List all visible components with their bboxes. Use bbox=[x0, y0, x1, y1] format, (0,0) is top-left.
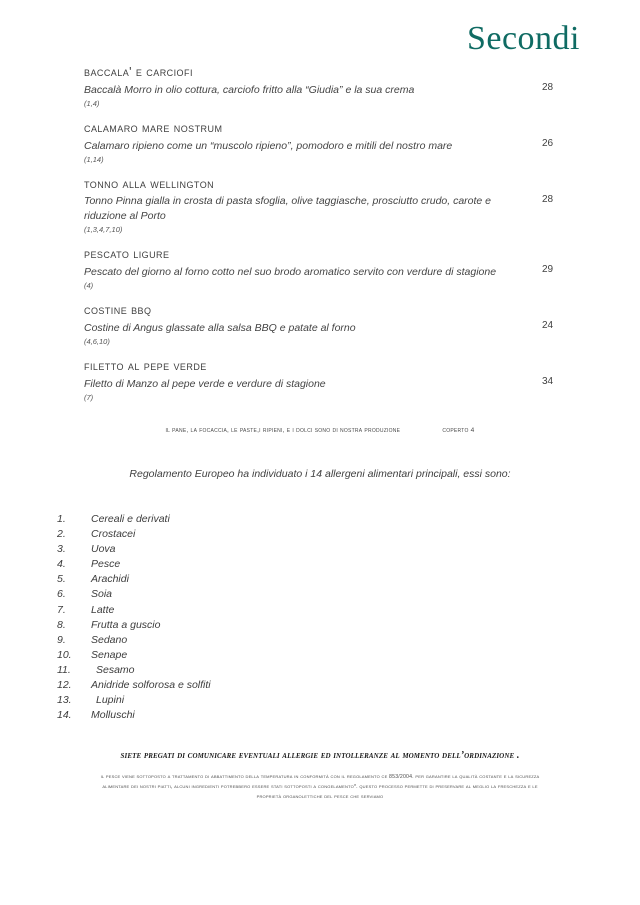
allergen-list bbox=[57, 512, 357, 723]
dish-item bbox=[84, 120, 582, 164]
allergen-label: Molluschi bbox=[91, 709, 135, 722]
dish-allergen-codes: (4,6,10) bbox=[84, 336, 110, 346]
allergen-label: Cereali e derivati bbox=[91, 513, 170, 525]
dish-name: tonno alla wellington bbox=[84, 176, 215, 191]
dish-item bbox=[84, 246, 582, 290]
dish-item bbox=[84, 358, 582, 402]
dish-price: 29 bbox=[542, 264, 554, 276]
allergen-label: Uova bbox=[91, 543, 116, 556]
dish-item bbox=[84, 176, 582, 235]
coperto-charge: coperto 4 bbox=[442, 427, 475, 434]
list-item bbox=[57, 648, 357, 663]
dish-price: 28 bbox=[542, 82, 554, 93]
page-title: Secondi bbox=[466, 20, 580, 57]
dish-allergen-codes: (1,3,4,7,10) bbox=[84, 225, 123, 235]
allergen-number: 10. bbox=[57, 648, 72, 661]
dish-description: Calamaro ripieno come un “muscolo ripieno”, pomodoro e mitili del nostro mare bbox=[84, 139, 453, 152]
allergen-number: 6. bbox=[57, 588, 66, 601]
list-item bbox=[57, 603, 357, 618]
list-item bbox=[57, 663, 357, 678]
allergy-warning: siete pregati di comunicare eventuali allergie ed intolleranze al momento dell’ordinazione . bbox=[120, 750, 520, 761]
dish-description: Tonno Pinna gialla in crosta di pasta sfoglia, olive taggiasche, prosciutto crudo, carote e riduzione al Porto bbox=[84, 195, 492, 223]
allergen-number: 7. bbox=[57, 603, 66, 616]
dish-description: Pescato del giorno al forno cotto nel suo brodo aromatico servito con verdure di stagione bbox=[84, 266, 497, 279]
allergen-number: 5. bbox=[57, 573, 66, 586]
allergen-number: 2. bbox=[57, 528, 66, 541]
allergen-label: Lupini bbox=[96, 694, 125, 707]
list-item bbox=[57, 633, 357, 648]
fine-print bbox=[60, 772, 580, 802]
dish-name: baccala' e carciofi bbox=[84, 65, 193, 79]
allergen-number: 13. bbox=[57, 694, 72, 707]
dish-content bbox=[84, 302, 516, 346]
menu-header bbox=[0, 22, 580, 56]
list-item bbox=[57, 572, 357, 587]
list-item bbox=[57, 542, 357, 557]
dish-content bbox=[84, 120, 516, 164]
allergen-label: Arachidi bbox=[91, 573, 129, 586]
dish-description: Costine di Angus glassate alla salsa BBQ e patate al forno bbox=[84, 321, 356, 334]
dish-allergen-codes: (4) bbox=[84, 281, 94, 291]
fine-print-line: il pesce viene sottoposto a trattamento di abbattimento della temperatura in conformità con il regolamento ce 853/2004. per garantire la qualità costante e la sicurezza bbox=[100, 774, 540, 780]
dish-content bbox=[84, 358, 516, 402]
dish-price: 34 bbox=[542, 375, 554, 387]
dish-list bbox=[84, 64, 582, 414]
dish-name: calamaro mare nostrum bbox=[84, 120, 223, 135]
dish-name: pescato ligure bbox=[84, 247, 170, 262]
dish-name: costine bbq bbox=[84, 303, 152, 318]
list-item bbox=[57, 557, 357, 572]
dish-item bbox=[84, 64, 582, 108]
allergen-number: 12. bbox=[57, 679, 72, 692]
list-item bbox=[57, 693, 357, 708]
allergen-label: Frutta a guscio bbox=[91, 618, 161, 631]
dish-item bbox=[84, 302, 582, 346]
allergen-intro-text: Regolamento Europeo ha individuato i 14 allergeni alimentari principali, essi sono: bbox=[129, 468, 511, 480]
allergen-number: 3. bbox=[57, 543, 66, 556]
dish-price: 24 bbox=[542, 320, 554, 332]
dish-price: 26 bbox=[542, 137, 554, 149]
list-item bbox=[57, 618, 357, 633]
allergen-number: 8. bbox=[57, 618, 66, 631]
allergen-label: Crostacei bbox=[91, 528, 136, 541]
allergen-label: Latte bbox=[91, 603, 115, 616]
list-item bbox=[57, 512, 357, 527]
allergen-label: Senape bbox=[91, 648, 128, 661]
dish-content bbox=[84, 64, 516, 108]
allergen-label: Sesamo bbox=[96, 663, 135, 676]
dish-description: Filetto di Manzo al pepe verde e verdure di stagione bbox=[84, 377, 326, 390]
dish-name: filetto al pepe verde bbox=[84, 358, 207, 373]
allergen-label: Soia bbox=[91, 588, 113, 601]
list-item bbox=[57, 708, 357, 723]
allergen-number: 11. bbox=[57, 663, 71, 676]
list-item bbox=[57, 527, 357, 542]
allergen-label: Anidride solforosa e solfiti bbox=[91, 679, 211, 692]
dish-description: Baccalà Morro in olio cottura, carciofo fritto alla “Giudia” e la sua crema bbox=[84, 83, 415, 96]
production-note-text: il pane, la focaccia, le paste,i ripieni, e i dolci sono di nostra produzione bbox=[165, 427, 401, 434]
allergen-number: 4. bbox=[57, 558, 66, 571]
dish-allergen-codes: (7) bbox=[84, 392, 94, 402]
allergen-number: 1. bbox=[57, 513, 66, 525]
dish-content bbox=[84, 246, 516, 290]
list-item bbox=[57, 678, 357, 693]
allergen-number: 9. bbox=[57, 633, 66, 646]
list-item bbox=[57, 587, 357, 602]
allergen-number: 14. bbox=[57, 709, 72, 722]
fine-print-line: proprietà organolettiche del pesce che serviamo bbox=[256, 794, 384, 800]
allergen-label: Sedano bbox=[91, 633, 128, 646]
production-note bbox=[0, 427, 640, 434]
dish-allergen-codes: (1,4) bbox=[84, 98, 100, 108]
dish-price: 28 bbox=[542, 193, 554, 205]
dish-allergen-codes: (1,14) bbox=[84, 154, 104, 164]
dish-content bbox=[84, 176, 516, 235]
fine-print-line: alimentare dei nostri piatti, alcuni ingredienti potrebbero essere stati sottoposti a congelamento*. questo processo permette di preservare al meglio la freschezza e le bbox=[102, 784, 538, 790]
allergen-label: Pesce bbox=[91, 558, 121, 571]
